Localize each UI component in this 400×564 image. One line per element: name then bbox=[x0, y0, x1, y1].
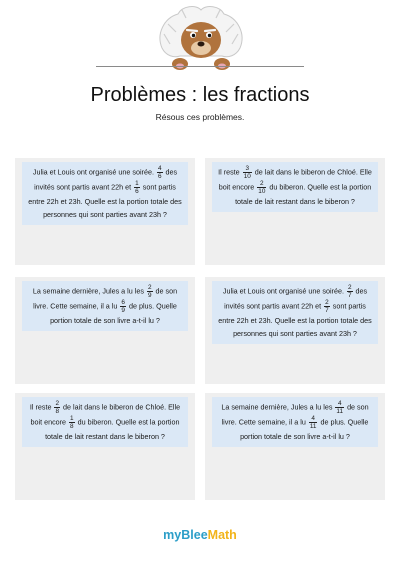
problem-card bbox=[205, 277, 385, 384]
fraction: $\frac{2}{9}$ bbox=[147, 284, 152, 299]
problem-card bbox=[205, 393, 385, 500]
problem-text: Il reste $\frac{2}{8}$ de lait dans le biberon de Chloé. Elle boit encore $\frac{1}{8}$ du biberon. Quelle est la portion totale de lait restant dans le biberon ? bbox=[22, 397, 188, 447]
problem-text: La semaine dernière, Jules a lu les $\frac{2}{9}$ de son livre. Cette semaine, il a lu $\frac{6}{9}$ de plus. Quelle portion totale de son livre a-t-il lu ? bbox=[22, 281, 188, 331]
problem-card bbox=[15, 393, 195, 500]
problem-text: La semaine dernière, Jules a lu les $\frac{4}{11}$ de son livre. Cette semaine, il a lu $\frac{4}{11}$ de plus. Quelle portion totale de son livre a-t-il lu ? bbox=[212, 397, 378, 447]
problem-text: Julia et Louis ont organisé une soirée. $\frac{4}{6}$ des invités sont partis avant 22h et $\frac{1}{6}$ sont partis entre 22h et 23h. Quelle est la portion totale des personnes qui sont parties avant 23h ? bbox=[22, 162, 188, 225]
problem-card bbox=[15, 158, 195, 265]
fraction: $\frac{2}{7}$ bbox=[325, 299, 329, 314]
page-instructions: Résous ces problèmes. bbox=[155, 112, 245, 122]
brand-subject: Math bbox=[207, 528, 237, 542]
fraction: $\frac{6}{9}$ bbox=[121, 299, 125, 314]
fraction: $\frac{1}{8}$ bbox=[70, 415, 74, 430]
page-title: Problèmes : les fractions bbox=[90, 84, 310, 106]
problem-text: Il reste $\frac{3}{10}$ de lait dans le biberon de Chloé. Elle boit encore $\frac{2}{10}$ du biberon. Quelle est la portion totale de lait restant dans le biberon ? bbox=[212, 162, 378, 212]
brand-logo bbox=[0, 528, 400, 542]
fraction: $\frac{2}{10}$ bbox=[258, 180, 266, 195]
fraction: $\frac{2}{8}$ bbox=[55, 400, 60, 415]
problem-card bbox=[205, 158, 385, 265]
brand-name: myBlee bbox=[163, 528, 208, 542]
bear-mascot-icon bbox=[156, 4, 246, 74]
problem-card bbox=[15, 277, 195, 384]
fraction: $\frac{4}{11}$ bbox=[336, 400, 344, 415]
header-divider bbox=[96, 66, 304, 67]
fraction: $\frac{4}{11}$ bbox=[309, 415, 317, 430]
fraction: $\frac{3}{10}$ bbox=[243, 165, 251, 180]
fraction: $\frac{1}{6}$ bbox=[135, 180, 139, 195]
fraction: $\frac{2}{7}$ bbox=[347, 284, 352, 299]
fraction: $\frac{4}{6}$ bbox=[157, 165, 162, 180]
problem-text: Julia et Louis ont organisé une soirée. $\frac{2}{7}$ des invités sont partis avant 22h et $\frac{2}{7}$ sont partis entre 22h et 23h. Quelle est la portion totale des personnes qui sont parties avant 23h ? bbox=[212, 281, 378, 344]
